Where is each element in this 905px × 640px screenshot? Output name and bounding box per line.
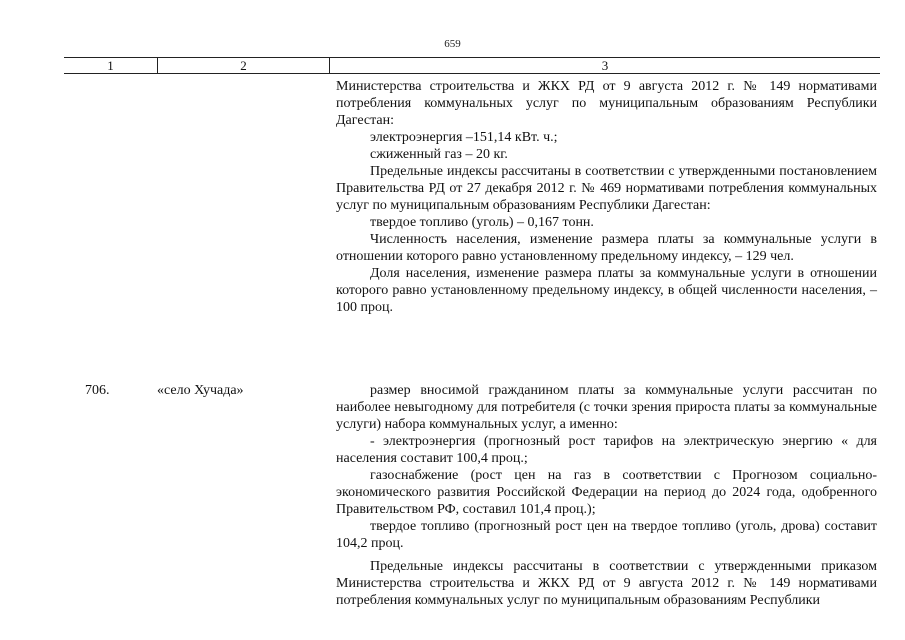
paragraph: Численность населения, изменение размера платы за коммунальные услуги в отношении которого равно установленному предельному индексу, – 129 чел. bbox=[336, 232, 877, 264]
entry-number: 706. bbox=[85, 383, 110, 398]
page-number: 659 bbox=[444, 38, 461, 50]
header-col-1: 1 bbox=[107, 58, 114, 73]
header-col-3: 3 bbox=[601, 58, 609, 73]
paragraph: газоснабжение (рост цен на газ в соответствии с Прогнозом социально-экономического развития Российской Федерации на период до 2024 года, одобренного Правительством РФ, составил 101,4 проц.); bbox=[336, 468, 877, 517]
entry-text-block bbox=[336, 382, 877, 609]
paragraph: сжиженный газ – 20 кг. bbox=[370, 147, 508, 162]
table-header-row bbox=[64, 57, 880, 74]
paragraph: Предельные индексы рассчитаны в соответствии с утвержденными приказом Министерства строительства и ЖКХ РД от 9 августа 2012 г. № 149 нормативами потребления коммунальных услуг по муниципальным образованиям Республики bbox=[336, 559, 877, 608]
paragraph: размер вносимой гражданином платы за коммунальные услуги рассчитан по наиболее невыгодному для потребителя (с точки зрения прироста платы за коммунальные услуги) набора коммунальных услуг, а именно: bbox=[336, 383, 877, 432]
header-col-2: 2 bbox=[240, 58, 247, 73]
paragraph: твердое топливо (уголь) – 0,167 тонн. bbox=[370, 215, 594, 230]
paragraph: Доля населения, изменение размера платы за коммунальные услуги в отношении которого равно установленному предельному индексу, в общей численности населения, – 100 проц. bbox=[336, 266, 877, 315]
paragraph: Министерства строительства и ЖКХ РД от 9 августа 2012 г. № 149 нормативами потребления коммунальных услуг по муниципальным образованиям Республики Дагестан: bbox=[336, 79, 877, 128]
continued-text-block bbox=[336, 78, 877, 316]
paragraph: твердое топливо (прогнозный рост цен на твердое топливо (уголь, дрова) составит 104,2 проц. bbox=[336, 519, 877, 551]
paragraph: Предельные индексы рассчитаны в соответствии с утвержденными постановлением Правительства РД от 27 декабря 2012 г. № 469 нормативами потребления коммунальных услуг по муниципальным образованиям Республики Дагестан: bbox=[336, 164, 877, 213]
entry-name: «село Хучада» bbox=[157, 383, 244, 398]
paragraph: - электроэнергия (прогнозный рост тарифов на электрическую энергию « для населения составит 100,4 проц.; bbox=[336, 434, 877, 466]
paragraph: электроэнергия –151,14 кВт. ч.; bbox=[370, 130, 558, 145]
